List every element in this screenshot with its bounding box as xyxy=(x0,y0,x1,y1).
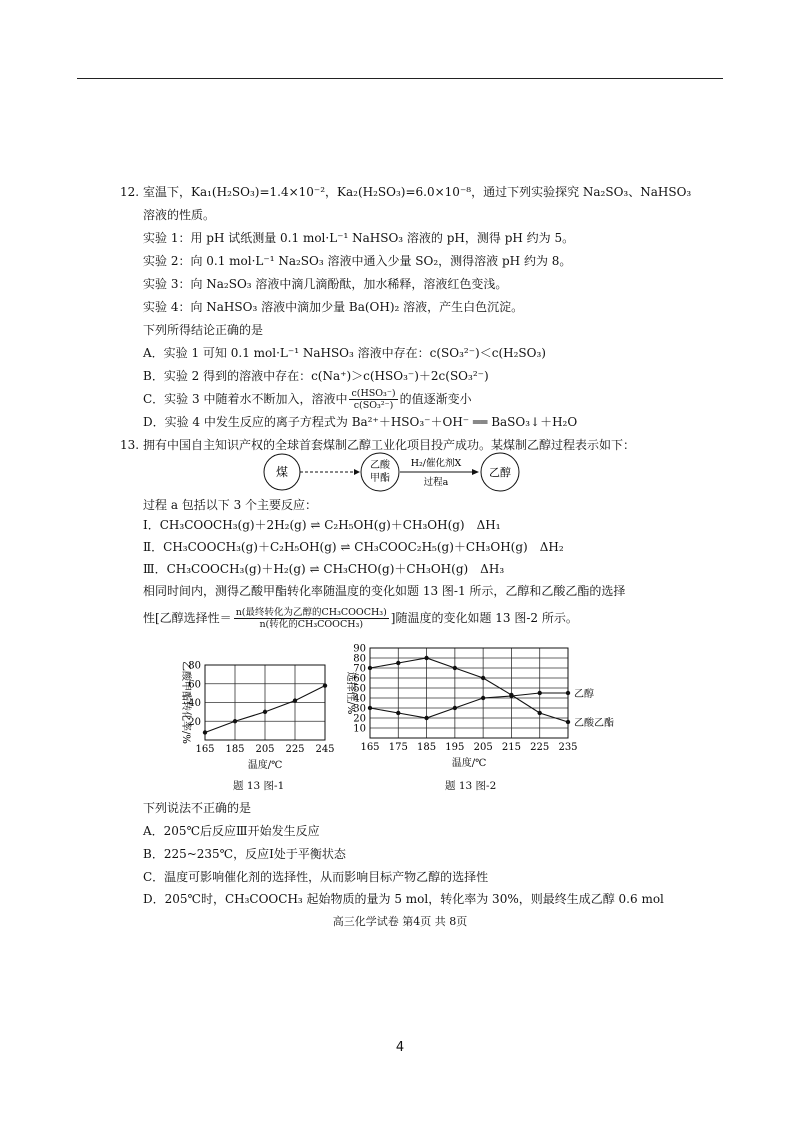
y-axis-label: 选择性/% xyxy=(345,671,356,715)
q13-stem: 拥有中国自主知识产权的全球首套煤制乙醇工业化项目投产成功。某煤制乙醇过程表示如下： xyxy=(143,438,636,452)
x-tick-label: 235 xyxy=(558,742,578,753)
data-point xyxy=(509,693,513,697)
q13-option-b: B．225~235℃，反应Ⅰ处于平衡状态 xyxy=(143,847,346,861)
q13-reaction-3: Ⅲ．CH₃COOCH₃(g)＋H₂(g) ⇌ CH₃CHO(g)＋CH₃OH(g) ΔH₃ xyxy=(143,562,505,576)
y-tick-label: 70 xyxy=(353,663,366,675)
q13-number: 13. xyxy=(120,438,140,452)
y-tick-label: 60 xyxy=(353,673,366,685)
q13-selectivity-numerator: n(最终转化为乙醇的CH₃COOCH₃) xyxy=(235,606,387,618)
data-point xyxy=(323,683,327,687)
data-point xyxy=(538,711,542,715)
q12-option-b: B．实验 2 得到的溶液中存在：c(Na⁺)＞c(HSO₃⁻)＋2c(SO₃²⁻) xyxy=(143,369,489,383)
x-axis-label: 温度/℃ xyxy=(247,760,283,771)
series-label: 乙醇 xyxy=(574,689,594,700)
x-axis-label: 温度/℃ xyxy=(451,758,487,769)
data-point xyxy=(566,691,570,695)
x-tick-label: 205 xyxy=(255,744,275,755)
x-tick-label: 225 xyxy=(530,742,550,753)
flow-intermediate-line2: 甲酯 xyxy=(370,473,390,484)
q12-option-a: A．实验 1 可知 0.1 mol·L⁻¹ NaHSO₃ 溶液中存在：c(SO₃²⁻)＜c(H₂SO₃) xyxy=(143,346,546,360)
y-tick-label: 10 xyxy=(353,723,366,735)
y-tick-label: 80 xyxy=(188,660,201,672)
x-tick-label: 245 xyxy=(315,744,335,755)
q13-option-a: A．205℃后反应Ⅲ开始发生反应 xyxy=(143,824,320,838)
y-tick-label: 60 xyxy=(188,679,201,691)
q12-question: 下列所得结论正确的是 xyxy=(143,323,264,337)
q13-description-line2 xyxy=(143,602,578,634)
y-tick-label: 80 xyxy=(353,653,366,665)
page-footer: 高三化学试卷 第4页 共 8页 xyxy=(332,915,468,928)
data-point xyxy=(453,666,457,670)
q12-option-c-numerator: c(HSO₃⁻) xyxy=(351,387,396,399)
q12-number: 12. xyxy=(120,185,140,199)
y-tick-label: 90 xyxy=(353,643,366,655)
q12-stem-line1: 室温下，Ka₁(H₂SO₃)=1.4×10⁻²，Ka₂(H₂SO₃)=6.0×10⁻⁸，通过下列实验探究 Na₂SO₃、NaHSO₃ xyxy=(143,185,692,199)
x-tick-label: 185 xyxy=(417,742,437,753)
selectivity-chart xyxy=(345,640,620,795)
q13-selectivity-prefix: 性[乙醇选择性＝ xyxy=(143,611,232,625)
q13-selectivity-fraction xyxy=(234,607,389,630)
y-axis-label: 乙酸甲酯转化率/% xyxy=(180,661,191,744)
y-tick-label: 50 xyxy=(353,683,366,695)
q13-reaction-2: Ⅱ．CH₃COOCH₃(g)＋C₂H₅OH(g) ⇌ CH₃COOC₂H₅(g)＋CH₃OH(g) ΔH₂ xyxy=(143,540,564,554)
q13-option-d: D．205℃时，CH₃COOCH₃ 起始物质的量为 5 mol，转化率为 30%，则最终生成乙醇 0.6 mol xyxy=(143,892,664,906)
data-point xyxy=(368,706,372,710)
q13-description-line1: 相同时间内，测得乙酸甲酯转化率随温度的变化如题 13 图-1 所示，乙醇和乙酸乙酯的选择 xyxy=(143,584,626,598)
x-tick-label: 205 xyxy=(473,742,493,753)
data-point xyxy=(566,720,570,724)
q13-selectivity-denominator: n(转化的CH₃COOCH₃) xyxy=(259,618,364,630)
q12-option-c-suffix: 的值逐渐变小 xyxy=(399,392,472,406)
x-tick-label: 175 xyxy=(388,742,408,753)
q13-process-intro: 过程 a 包括以下 3 个主要反应： xyxy=(143,498,318,512)
data-point xyxy=(233,719,237,723)
flow-arrow-reagent: H₂/催化剂X xyxy=(410,458,462,469)
data-point xyxy=(424,656,428,660)
data-point xyxy=(538,691,542,695)
data-point xyxy=(481,676,485,680)
x-tick-label: 165 xyxy=(195,744,215,755)
y-tick-label: 30 xyxy=(353,703,366,715)
chart2-caption: 题 13 图-2 xyxy=(445,780,497,792)
q12-option-c-fraction xyxy=(349,388,397,411)
q12-option-c-prefix: C．实验 3 中随着水不断加入，溶液中 xyxy=(143,392,348,406)
x-tick-label: 185 xyxy=(225,744,245,755)
q12-experiment-4: 实验 4：向 NaHSO₃ 溶液中滴加少量 Ba(OH)₂ 溶液，产生白色沉淀。 xyxy=(143,300,524,314)
y-tick-label: 40 xyxy=(353,693,366,705)
flow-intermediate-line1: 乙酸 xyxy=(370,460,390,471)
conversion-chart xyxy=(160,655,360,795)
q13-selectivity-suffix: ]随温度的变化如题 13 图-2 所示。 xyxy=(390,611,578,625)
chart1-caption: 题 13 图-1 xyxy=(233,780,285,792)
q13-question: 下列说法不正确的是 xyxy=(143,801,252,815)
q13-option-c: C．温度可影响催化剂的选择性，从而影响目标产物乙醇的选择性 xyxy=(143,870,489,884)
page-number: 4 xyxy=(395,1040,405,1055)
coal-to-ethanol-flow xyxy=(260,450,540,494)
x-tick-label: 215 xyxy=(501,742,521,753)
q12-option-d: D．实验 4 中发生反应的离子方程式为 Ba²⁺＋HSO₃⁻＋OH⁻ ══ BaSO₃↓＋H₂O xyxy=(143,415,578,429)
data-point xyxy=(396,711,400,715)
q12-option-c xyxy=(143,384,472,414)
data-point xyxy=(203,730,207,734)
q12-experiment-1: 实验 1：用 pH 试纸测量 0.1 mol·L⁻¹ NaHSO₃ 溶液的 pH，测得 pH 约为 5。 xyxy=(143,231,575,245)
y-tick-label: 40 xyxy=(188,698,201,709)
q12-experiment-2: 实验 2：向 0.1 mol·L⁻¹ Na₂SO₃ 溶液中通入少量 SO₂，测得溶液 pH 约为 8。 xyxy=(143,254,572,268)
data-point xyxy=(368,666,372,670)
data-point xyxy=(453,706,457,710)
x-tick-label: 165 xyxy=(360,742,380,753)
series-label: 乙酸乙酯 xyxy=(574,718,614,729)
data-point xyxy=(263,710,267,714)
y-tick-label: 20 xyxy=(188,716,201,728)
data-point xyxy=(481,696,485,700)
q12-experiment-3: 实验 3：向 Na₂SO₃ 溶液中滴几滴酚酞，加水稀释，溶液红色变浅。 xyxy=(143,277,508,291)
q12-stem-line2: 溶液的性质。 xyxy=(143,208,216,222)
y-tick-label: 20 xyxy=(353,713,366,725)
q12-option-c-denominator: c(SO₃²⁻) xyxy=(353,399,394,411)
flow-coal-label: 煤 xyxy=(275,465,289,479)
data-point xyxy=(396,661,400,665)
x-tick-label: 195 xyxy=(445,742,465,753)
flow-arrow-process: 过程a xyxy=(423,477,449,488)
data-point xyxy=(424,716,428,720)
header-rule xyxy=(77,78,723,79)
flow-ethanol-label: 乙醇 xyxy=(489,466,511,479)
data-point xyxy=(293,698,297,702)
q13-reaction-1: Ⅰ．CH₃COOCH₃(g)＋2H₂(g) ⇌ C₂H₅OH(g)＋CH₃OH(g) ΔH₁ xyxy=(143,518,501,532)
x-tick-label: 225 xyxy=(285,744,305,755)
